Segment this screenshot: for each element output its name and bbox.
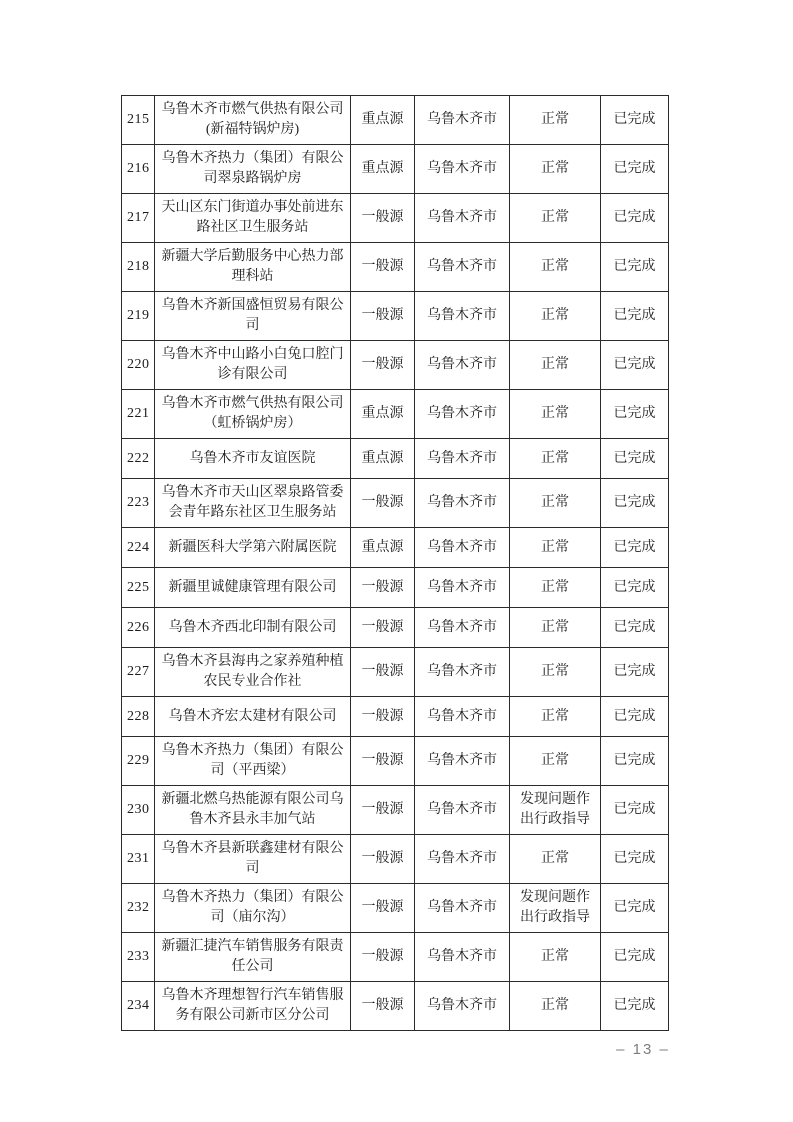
- company-name: 乌鲁木齐宏太建材有限公司: [155, 697, 351, 737]
- row-index: 221: [122, 390, 155, 439]
- table-row: [122, 982, 669, 1031]
- table-row: [122, 194, 669, 243]
- source-type: 重点源: [351, 528, 415, 568]
- company-name: 乌鲁木齐热力（集团）有限公司翠泉路锅炉房: [155, 145, 351, 194]
- inspection-status: 正常: [510, 479, 601, 528]
- table-row: [122, 292, 669, 341]
- city: 乌鲁木齐市: [415, 194, 510, 243]
- table-row: [122, 786, 669, 835]
- completion-status: 已完成: [601, 884, 669, 933]
- inspection-status: 正常: [510, 145, 601, 194]
- city: 乌鲁木齐市: [415, 737, 510, 786]
- source-type: 一般源: [351, 648, 415, 697]
- table-body: [122, 96, 669, 1031]
- row-index: 218: [122, 243, 155, 292]
- table-row: [122, 568, 669, 608]
- source-type: 重点源: [351, 96, 415, 145]
- row-index: 215: [122, 96, 155, 145]
- source-type: 一般源: [351, 292, 415, 341]
- company-name: 乌鲁木齐市燃气供热有限公司(新福特锅炉房): [155, 96, 351, 145]
- table-row: [122, 341, 669, 390]
- completion-status: 已完成: [601, 145, 669, 194]
- source-type: 一般源: [351, 479, 415, 528]
- city: 乌鲁木齐市: [415, 96, 510, 145]
- completion-status: 已完成: [601, 982, 669, 1031]
- city: 乌鲁木齐市: [415, 439, 510, 479]
- city: 乌鲁木齐市: [415, 145, 510, 194]
- city: 乌鲁木齐市: [415, 786, 510, 835]
- row-index: 232: [122, 884, 155, 933]
- source-type: 一般源: [351, 835, 415, 884]
- row-index: 219: [122, 292, 155, 341]
- completion-status: 已完成: [601, 608, 669, 648]
- inspection-status: 正常: [510, 96, 601, 145]
- city: 乌鲁木齐市: [415, 528, 510, 568]
- company-name: 乌鲁木齐新国盛恒贸易有限公司: [155, 292, 351, 341]
- source-type: 一般源: [351, 737, 415, 786]
- completion-status: 已完成: [601, 648, 669, 697]
- inspection-status: 正常: [510, 194, 601, 243]
- city: 乌鲁木齐市: [415, 568, 510, 608]
- source-type: 一般源: [351, 697, 415, 737]
- completion-status: 已完成: [601, 933, 669, 982]
- inspection-status: 正常: [510, 439, 601, 479]
- completion-status: 已完成: [601, 341, 669, 390]
- company-name: 乌鲁木齐市天山区翠泉路管委会青年路东社区卫生服务站: [155, 479, 351, 528]
- source-type: 一般源: [351, 786, 415, 835]
- table-row: [122, 528, 669, 568]
- company-name: 乌鲁木齐市燃气供热有限公司（虹桥锅炉房）: [155, 390, 351, 439]
- row-index: 228: [122, 697, 155, 737]
- completion-status: 已完成: [601, 243, 669, 292]
- completion-status: 已完成: [601, 479, 669, 528]
- inspection-status: 正常: [510, 390, 601, 439]
- inspection-status: 正常: [510, 243, 601, 292]
- company-name: 乌鲁木齐理想智行汽车销售服务有限公司新市区分公司: [155, 982, 351, 1031]
- company-name: 乌鲁木齐热力（集团）有限公司（庙尔沟）: [155, 884, 351, 933]
- city: 乌鲁木齐市: [415, 292, 510, 341]
- completion-status: 已完成: [601, 786, 669, 835]
- company-name: 乌鲁木齐中山路小白兔口腔门诊有限公司: [155, 341, 351, 390]
- inspection-status: 正常: [510, 933, 601, 982]
- city: 乌鲁木齐市: [415, 390, 510, 439]
- city: 乌鲁木齐市: [415, 648, 510, 697]
- completion-status: 已完成: [601, 194, 669, 243]
- source-type: 一般源: [351, 243, 415, 292]
- table-row: [122, 835, 669, 884]
- table-row: [122, 884, 669, 933]
- row-index: 231: [122, 835, 155, 884]
- inspection-status: 发现问题作出行政指导: [510, 884, 601, 933]
- city: 乌鲁木齐市: [415, 479, 510, 528]
- city: 乌鲁木齐市: [415, 341, 510, 390]
- company-name: 新疆汇捷汽车销售服务有限责任公司: [155, 933, 351, 982]
- row-index: 226: [122, 608, 155, 648]
- table-row: [122, 933, 669, 982]
- city: 乌鲁木齐市: [415, 697, 510, 737]
- inspection-status: 正常: [510, 292, 601, 341]
- company-name: 天山区东门街道办事处前进东路社区卫生服务站: [155, 194, 351, 243]
- row-index: 229: [122, 737, 155, 786]
- city: 乌鲁木齐市: [415, 933, 510, 982]
- inspection-status: 正常: [510, 568, 601, 608]
- table-row: [122, 697, 669, 737]
- table-row: [122, 608, 669, 648]
- source-type: 一般源: [351, 568, 415, 608]
- inspection-status: 正常: [510, 697, 601, 737]
- table-row: [122, 737, 669, 786]
- inspection-status: 正常: [510, 528, 601, 568]
- table-row: [122, 390, 669, 439]
- company-name: 乌鲁木齐西北印制有限公司: [155, 608, 351, 648]
- completion-status: 已完成: [601, 835, 669, 884]
- row-index: 220: [122, 341, 155, 390]
- row-index: 216: [122, 145, 155, 194]
- city: 乌鲁木齐市: [415, 884, 510, 933]
- city: 乌鲁木齐市: [415, 835, 510, 884]
- inspection-status: 发现问题作出行政指导: [510, 786, 601, 835]
- inspection-status: 正常: [510, 835, 601, 884]
- source-type: 重点源: [351, 439, 415, 479]
- table-row: [122, 96, 669, 145]
- row-index: 225: [122, 568, 155, 608]
- city: 乌鲁木齐市: [415, 243, 510, 292]
- inspection-status: 正常: [510, 982, 601, 1031]
- company-name: 乌鲁木齐县新联鑫建材有限公司: [155, 835, 351, 884]
- table-row: [122, 439, 669, 479]
- source-type: 一般源: [351, 884, 415, 933]
- inspection-status: 正常: [510, 608, 601, 648]
- company-name: 乌鲁木齐热力（集团）有限公司（平西梁）: [155, 737, 351, 786]
- completion-status: 已完成: [601, 390, 669, 439]
- company-name: 新疆医科大学第六附属医院: [155, 528, 351, 568]
- row-index: 223: [122, 479, 155, 528]
- source-type: 一般源: [351, 982, 415, 1031]
- source-type: 重点源: [351, 145, 415, 194]
- completion-status: 已完成: [601, 439, 669, 479]
- table-row: [122, 479, 669, 528]
- source-type: 一般源: [351, 194, 415, 243]
- inspection-status: 正常: [510, 737, 601, 786]
- table-row: [122, 648, 669, 697]
- completion-status: 已完成: [601, 292, 669, 341]
- row-index: 217: [122, 194, 155, 243]
- source-type: 一般源: [351, 608, 415, 648]
- completion-status: 已完成: [601, 697, 669, 737]
- company-name: 新疆里诚健康管理有限公司: [155, 568, 351, 608]
- source-type: 一般源: [351, 341, 415, 390]
- company-name: 乌鲁木齐县海冉之家养殖种植农民专业合作社: [155, 648, 351, 697]
- page-number: – 13 –: [616, 1041, 670, 1058]
- row-index: 230: [122, 786, 155, 835]
- completion-status: 已完成: [601, 568, 669, 608]
- inspection-status: 正常: [510, 648, 601, 697]
- completion-status: 已完成: [601, 737, 669, 786]
- row-index: 222: [122, 439, 155, 479]
- row-index: 233: [122, 933, 155, 982]
- company-name: 新疆北燃乌热能源有限公司乌鲁木齐县永丰加气站: [155, 786, 351, 835]
- city: 乌鲁木齐市: [415, 982, 510, 1031]
- table-row: [122, 145, 669, 194]
- row-index: 234: [122, 982, 155, 1031]
- row-index: 227: [122, 648, 155, 697]
- completion-status: 已完成: [601, 528, 669, 568]
- row-index: 224: [122, 528, 155, 568]
- city: 乌鲁木齐市: [415, 608, 510, 648]
- source-type: 重点源: [351, 390, 415, 439]
- company-name: 新疆大学后勤服务中心热力部理科站: [155, 243, 351, 292]
- pollution-source-table: [121, 95, 669, 1031]
- table-row: [122, 243, 669, 292]
- source-type: 一般源: [351, 933, 415, 982]
- completion-status: 已完成: [601, 96, 669, 145]
- inspection-status: 正常: [510, 341, 601, 390]
- company-name: 乌鲁木齐市友谊医院: [155, 439, 351, 479]
